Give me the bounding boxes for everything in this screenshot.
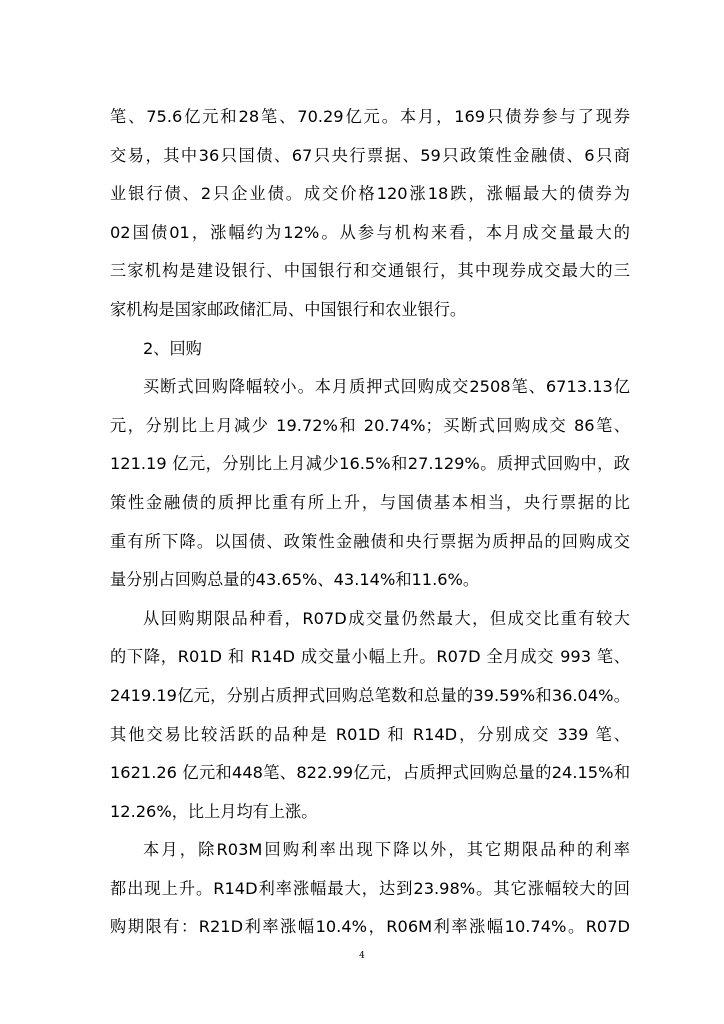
- text-line: 从回购期限品种看，R07D成交量仍然最大，但成交比重有较大: [143, 608, 630, 628]
- text-line: 其他交易比较活跃的品种是 R01D 和 R14D，分别成交 339 笔、: [110, 724, 630, 744]
- text-line: 12.26%，比上月均有上涨。: [110, 801, 318, 821]
- text-line: 家机构是国家邮政储汇局、中国银行和农业银行。: [110, 299, 467, 319]
- text-line: 购期限有：R21D利率涨幅10.4%，R06M利率涨幅10.74%。R07D: [110, 917, 630, 937]
- section-heading-repo: [110, 330, 630, 369]
- text-line: 2、回购: [143, 338, 202, 358]
- text-line: 1621.26 亿元和448笔、822.99亿元，占质押式回购总量的24.15%和: [110, 763, 630, 783]
- text-line: 2419.19亿元，分别占质押式回购总笔数和总量的39.59%和36.04%。: [110, 685, 630, 705]
- text-line: 重有所下降。以国债、政策性金融债和央行票据为质押品的回购成交: [110, 531, 630, 551]
- text-line: 元，分别比上月减少 19.72%和 20.74%；买断式回购成交 86笔、: [110, 415, 630, 435]
- paragraph-spot-trading-continued: [110, 98, 630, 330]
- text-line: 业银行债、2只企业债。成交价格120涨18跌，涨幅最大的债券为: [110, 184, 630, 204]
- text-line: 都出现上升。R14D利率涨幅最大，达到23.98%。其它涨幅较大的回: [110, 878, 630, 898]
- text-line: 策性金融债的质押比重有所上升，与国债基本相当，央行票据的比: [110, 492, 630, 512]
- text-line: 交易，其中36只国债、67只央行票据、59只政策性金融债、6只商: [110, 145, 630, 165]
- text-line: 买断式回购降幅较小。本月质押式回购成交2508笔、6713.13亿: [143, 377, 630, 397]
- text-line: 笔、75.6亿元和28笔、70.29亿元。本月，169只债券参与了现券: [110, 107, 630, 126]
- text-line: 的下降，R01D 和 R14D 成交量小幅上升。R07D 全月成交 993 笔、: [110, 647, 630, 667]
- paragraph-repo-terms: [110, 600, 630, 832]
- text-line: 三家机构是建设银行、中国银行和交通银行，其中现券成交最大的三: [110, 261, 630, 281]
- document-body: [110, 98, 630, 947]
- text-line: 02国债01，涨幅约为12%。从参与机构来看，本月成交量最大的: [110, 222, 630, 242]
- text-line: 量分别占回购总量的43.65%、43.14%和11.6%。: [110, 570, 480, 590]
- text-line: 本月，除R03M回购利率出现下降以外，其它期限品种的利率: [143, 840, 630, 860]
- paragraph-repo-rates: [110, 831, 630, 947]
- paragraph-repo-overview: [110, 368, 630, 600]
- page-number: 4: [359, 951, 365, 961]
- text-line: 121.19 亿元，分别比上月减少16.5%和27.129%。质押式回购中，政: [110, 454, 630, 474]
